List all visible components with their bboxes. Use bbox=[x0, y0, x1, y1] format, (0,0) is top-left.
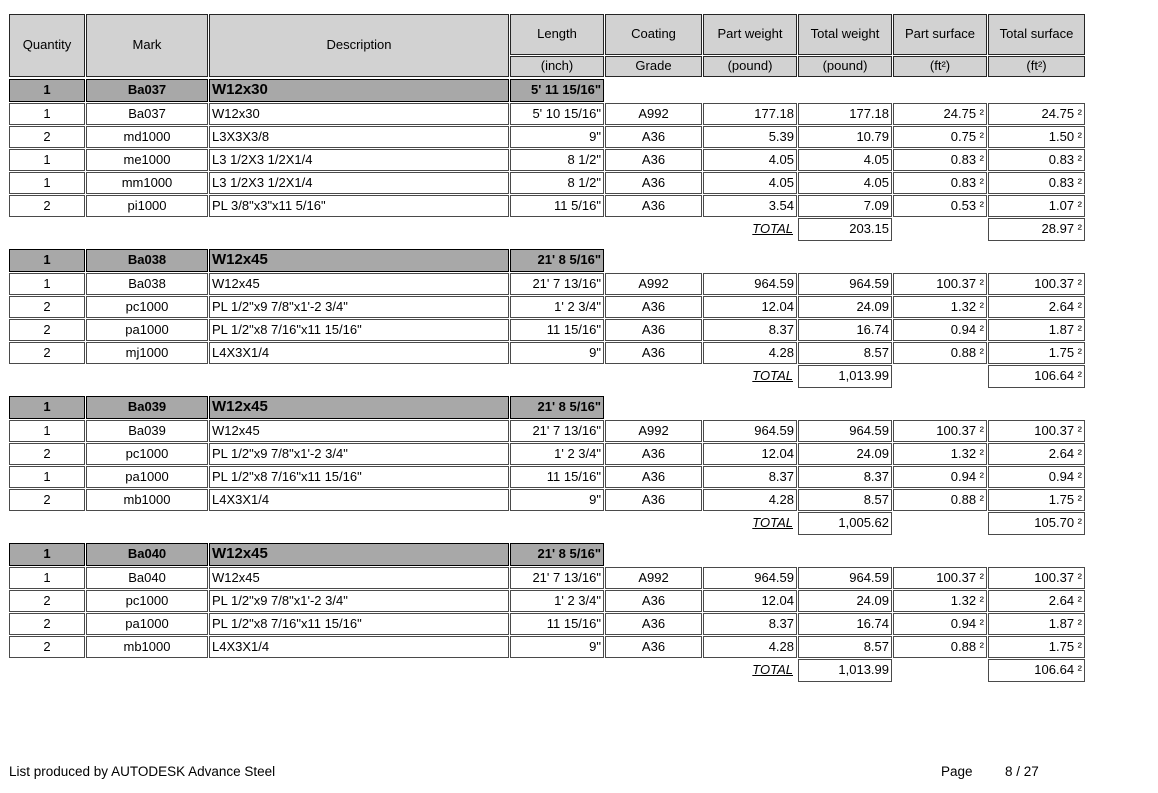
total-empty-cell bbox=[209, 659, 509, 682]
total-empty-cell bbox=[605, 218, 702, 241]
cell-description: PL 1/2"x8 7/16"x11 15/16" bbox=[209, 466, 509, 488]
group-quantity: 1 bbox=[9, 249, 85, 272]
cell-total-weight: 16.74 bbox=[798, 319, 892, 341]
cell-total-surface: 2.64 ² bbox=[988, 590, 1085, 612]
cell-total-surface: 1.87 ² bbox=[988, 319, 1085, 341]
group-header-row bbox=[9, 249, 1085, 272]
cell-part-surface: 100.37 ² bbox=[893, 420, 987, 442]
cell-quantity: 2 bbox=[9, 342, 85, 364]
cell-total-surface: 1.75 ² bbox=[988, 342, 1085, 364]
total-empty-cell bbox=[605, 365, 702, 388]
page-label: Page bbox=[941, 764, 973, 779]
cell-total-weight: 10.79 bbox=[798, 126, 892, 148]
group-description: W12x45 bbox=[209, 396, 509, 419]
header-mark: Mark bbox=[86, 14, 208, 77]
total-row bbox=[9, 659, 1085, 682]
group-table-Ba039 bbox=[8, 395, 1086, 536]
cell-description: W12x30 bbox=[209, 103, 509, 125]
group-quantity: 1 bbox=[9, 396, 85, 419]
part-row bbox=[9, 636, 1085, 658]
part-row bbox=[9, 420, 1085, 442]
cell-total-weight: 8.37 bbox=[798, 466, 892, 488]
total-empty-cell bbox=[605, 512, 702, 535]
cell-mark: pi1000 bbox=[86, 195, 208, 217]
unit-length: (inch) bbox=[510, 56, 604, 77]
group-header-empty-cell bbox=[798, 79, 892, 102]
cell-length: 8 1/2" bbox=[510, 149, 604, 171]
cell-description: PL 1/2"x9 7/8"x1'-2 3/4" bbox=[209, 443, 509, 465]
cell-description: L3 1/2X3 1/2X1/4 bbox=[209, 149, 509, 171]
cell-part-weight: 4.05 bbox=[703, 149, 797, 171]
group-header-empty-cell bbox=[893, 249, 987, 272]
total-row bbox=[9, 512, 1085, 535]
group-header-row bbox=[9, 543, 1085, 566]
total-weight-value: 203.15 bbox=[798, 218, 892, 241]
group-header-empty-cell bbox=[893, 79, 987, 102]
cell-mark: mb1000 bbox=[86, 636, 208, 658]
total-label: TOTAL bbox=[752, 368, 793, 384]
cell-part-surface: 0.88 ² bbox=[893, 342, 987, 364]
part-row bbox=[9, 443, 1085, 465]
group-header-empty-cell bbox=[605, 79, 702, 102]
total-surface-value: 106.64 ² bbox=[988, 365, 1085, 388]
total-empty-cell bbox=[510, 365, 604, 388]
header-quantity: Quantity bbox=[9, 14, 85, 77]
group-description: W12x30 bbox=[209, 79, 509, 102]
total-label: TOTAL bbox=[752, 221, 793, 237]
cell-quantity: 2 bbox=[9, 319, 85, 341]
total-label: TOTAL bbox=[752, 515, 793, 531]
cell-coating: A992 bbox=[605, 420, 702, 442]
cell-quantity: 2 bbox=[9, 613, 85, 635]
group-length: 21' 8 5/16" bbox=[510, 396, 604, 419]
part-row bbox=[9, 103, 1085, 125]
cell-description: PL 1/2"x8 7/16"x11 15/16" bbox=[209, 319, 509, 341]
header-description: Description bbox=[209, 14, 509, 77]
group-mark: Ba038 bbox=[86, 249, 208, 272]
cell-coating: A992 bbox=[605, 103, 702, 125]
cell-quantity: 2 bbox=[9, 590, 85, 612]
cell-part-surface: 100.37 ² bbox=[893, 567, 987, 589]
part-row bbox=[9, 149, 1085, 171]
cell-total-weight: 16.74 bbox=[798, 613, 892, 635]
page-number: 8 / 27 bbox=[1005, 764, 1039, 779]
cell-description: PL 1/2"x8 7/16"x11 15/16" bbox=[209, 613, 509, 635]
header-part-surface: Part surface bbox=[893, 14, 987, 55]
cell-quantity: 2 bbox=[9, 195, 85, 217]
cell-coating: A36 bbox=[605, 195, 702, 217]
cell-coating: A36 bbox=[605, 590, 702, 612]
cell-coating: A992 bbox=[605, 567, 702, 589]
part-row bbox=[9, 567, 1085, 589]
cell-quantity: 1 bbox=[9, 567, 85, 589]
cell-total-surface: 1.50 ² bbox=[988, 126, 1085, 148]
cell-description: PL 1/2"x9 7/8"x1'-2 3/4" bbox=[209, 296, 509, 318]
cell-coating: A36 bbox=[605, 319, 702, 341]
cell-part-weight: 964.59 bbox=[703, 567, 797, 589]
cell-part-surface: 0.94 ² bbox=[893, 319, 987, 341]
group-length: 5' 11 15/16" bbox=[510, 79, 604, 102]
cell-coating: A36 bbox=[605, 342, 702, 364]
cell-total-weight: 964.59 bbox=[798, 420, 892, 442]
total-weight-value: 1,013.99 bbox=[798, 365, 892, 388]
cell-total-weight: 4.05 bbox=[798, 172, 892, 194]
cell-quantity: 2 bbox=[9, 489, 85, 511]
total-empty-cell bbox=[893, 365, 987, 388]
group-header-empty-cell bbox=[798, 396, 892, 419]
cell-mark: pa1000 bbox=[86, 613, 208, 635]
group-header-row bbox=[9, 396, 1085, 419]
part-row bbox=[9, 126, 1085, 148]
cell-coating: A36 bbox=[605, 172, 702, 194]
cell-part-weight: 12.04 bbox=[703, 296, 797, 318]
total-surface-value: 28.97 ² bbox=[988, 218, 1085, 241]
group-header-empty-cell bbox=[605, 249, 702, 272]
cell-length: 11 15/16" bbox=[510, 466, 604, 488]
part-row bbox=[9, 273, 1085, 295]
total-weight-value: 1,013.99 bbox=[798, 659, 892, 682]
part-row bbox=[9, 466, 1085, 488]
cell-total-weight: 24.09 bbox=[798, 443, 892, 465]
cell-coating: A36 bbox=[605, 126, 702, 148]
cell-mark: Ba040 bbox=[86, 567, 208, 589]
group-length: 21' 8 5/16" bbox=[510, 543, 604, 566]
cell-mark: Ba039 bbox=[86, 420, 208, 442]
cell-mark: Ba038 bbox=[86, 273, 208, 295]
group-header-empty-cell bbox=[798, 543, 892, 566]
unit-coating: Grade bbox=[605, 56, 702, 77]
cell-total-weight: 4.05 bbox=[798, 149, 892, 171]
cell-mark: me1000 bbox=[86, 149, 208, 171]
cell-total-weight: 964.59 bbox=[798, 567, 892, 589]
cell-coating: A36 bbox=[605, 149, 702, 171]
total-empty-cell bbox=[86, 218, 208, 241]
cell-part-weight: 964.59 bbox=[703, 273, 797, 295]
cell-quantity: 1 bbox=[9, 172, 85, 194]
group-description: W12x45 bbox=[209, 543, 509, 566]
cell-length: 11 5/16" bbox=[510, 195, 604, 217]
cell-part-surface: 1.32 ² bbox=[893, 443, 987, 465]
cell-coating: A36 bbox=[605, 466, 702, 488]
cell-mark: mb1000 bbox=[86, 489, 208, 511]
cell-quantity: 1 bbox=[9, 149, 85, 171]
group-header-empty-cell bbox=[893, 543, 987, 566]
cell-quantity: 2 bbox=[9, 636, 85, 658]
group-header-empty-cell bbox=[605, 543, 702, 566]
cell-description: L4X3X1/4 bbox=[209, 489, 509, 511]
total-empty-cell bbox=[86, 512, 208, 535]
group-header-empty-cell bbox=[703, 79, 797, 102]
cell-description: L4X3X1/4 bbox=[209, 342, 509, 364]
cell-total-surface: 2.64 ² bbox=[988, 443, 1085, 465]
group-header-row bbox=[9, 79, 1085, 102]
cell-quantity: 1 bbox=[9, 273, 85, 295]
unit-total-weight: (pound) bbox=[798, 56, 892, 77]
part-row bbox=[9, 613, 1085, 635]
group-quantity: 1 bbox=[9, 79, 85, 102]
cell-total-surface: 24.75 ² bbox=[988, 103, 1085, 125]
cell-length: 1' 2 3/4" bbox=[510, 590, 604, 612]
part-row bbox=[9, 172, 1085, 194]
part-row bbox=[9, 590, 1085, 612]
cell-length: 8 1/2" bbox=[510, 172, 604, 194]
cell-part-surface: 0.94 ² bbox=[893, 466, 987, 488]
cell-description: L3X3X3/8 bbox=[209, 126, 509, 148]
cell-total-surface: 1.07 ² bbox=[988, 195, 1085, 217]
part-row bbox=[9, 319, 1085, 341]
cell-length: 5' 10 15/16" bbox=[510, 103, 604, 125]
assembly-groups bbox=[8, 78, 1086, 683]
total-empty-cell bbox=[209, 218, 509, 241]
group-table-Ba038 bbox=[8, 248, 1086, 389]
cell-description: L4X3X1/4 bbox=[209, 636, 509, 658]
total-empty-cell bbox=[893, 218, 987, 241]
cell-part-weight: 177.18 bbox=[703, 103, 797, 125]
total-empty-cell bbox=[86, 659, 208, 682]
total-empty-cell bbox=[9, 659, 85, 682]
cell-part-surface: 0.83 ² bbox=[893, 149, 987, 171]
cell-mark: mj1000 bbox=[86, 342, 208, 364]
cell-part-weight: 964.59 bbox=[703, 420, 797, 442]
group-header-empty-cell bbox=[988, 79, 1085, 102]
total-empty-cell bbox=[510, 659, 604, 682]
cell-part-weight: 12.04 bbox=[703, 590, 797, 612]
total-weight-value: 1,005.62 bbox=[798, 512, 892, 535]
cell-total-surface: 100.37 ² bbox=[988, 420, 1085, 442]
cell-description: W12x45 bbox=[209, 273, 509, 295]
cell-length: 11 15/16" bbox=[510, 319, 604, 341]
cell-coating: A992 bbox=[605, 273, 702, 295]
cell-length: 1' 2 3/4" bbox=[510, 296, 604, 318]
cell-part-surface: 24.75 ² bbox=[893, 103, 987, 125]
cell-part-weight: 8.37 bbox=[703, 613, 797, 635]
cell-part-weight: 4.05 bbox=[703, 172, 797, 194]
cell-length: 11 15/16" bbox=[510, 613, 604, 635]
total-row bbox=[9, 218, 1085, 241]
cell-part-weight: 12.04 bbox=[703, 443, 797, 465]
cell-total-surface: 100.37 ² bbox=[988, 567, 1085, 589]
cell-total-weight: 8.57 bbox=[798, 489, 892, 511]
cell-length: 9" bbox=[510, 342, 604, 364]
cell-part-weight: 5.39 bbox=[703, 126, 797, 148]
header-coating: Coating bbox=[605, 14, 702, 55]
part-row bbox=[9, 489, 1085, 511]
cell-part-surface: 100.37 ² bbox=[893, 273, 987, 295]
cell-total-weight: 24.09 bbox=[798, 590, 892, 612]
cell-coating: A36 bbox=[605, 296, 702, 318]
bom-table-area bbox=[8, 13, 1086, 683]
total-empty-cell bbox=[605, 659, 702, 682]
total-empty-cell bbox=[510, 512, 604, 535]
group-header-empty-cell bbox=[988, 249, 1085, 272]
header-total-weight: Total weight bbox=[798, 14, 892, 55]
cell-part-surface: 0.75 ² bbox=[893, 126, 987, 148]
group-mark: Ba040 bbox=[86, 543, 208, 566]
total-empty-cell bbox=[9, 365, 85, 388]
cell-mark: pa1000 bbox=[86, 319, 208, 341]
cell-total-surface: 1.75 ² bbox=[988, 489, 1085, 511]
total-surface-value: 105.70 ² bbox=[988, 512, 1085, 535]
cell-part-weight: 4.28 bbox=[703, 636, 797, 658]
cell-quantity: 2 bbox=[9, 443, 85, 465]
cell-description: L3 1/2X3 1/2X1/4 bbox=[209, 172, 509, 194]
cell-length: 21' 7 13/16" bbox=[510, 567, 604, 589]
unit-total-surface: (ft²) bbox=[988, 56, 1085, 77]
header-part-weight: Part weight bbox=[703, 14, 797, 55]
cell-total-surface: 1.87 ² bbox=[988, 613, 1085, 635]
group-table-Ba040 bbox=[8, 542, 1086, 683]
total-empty-cell bbox=[893, 659, 987, 682]
group-header-empty-cell bbox=[988, 543, 1085, 566]
column-header-table bbox=[8, 13, 1086, 78]
header-length: Length bbox=[510, 14, 604, 55]
cell-total-surface: 0.94 ² bbox=[988, 466, 1085, 488]
cell-part-weight: 4.28 bbox=[703, 489, 797, 511]
total-empty-cell bbox=[209, 512, 509, 535]
unit-part-weight: (pound) bbox=[703, 56, 797, 77]
group-header-empty-cell bbox=[798, 249, 892, 272]
total-empty-cell bbox=[209, 365, 509, 388]
part-row bbox=[9, 342, 1085, 364]
cell-quantity: 1 bbox=[9, 420, 85, 442]
cell-length: 9" bbox=[510, 636, 604, 658]
group-quantity: 1 bbox=[9, 543, 85, 566]
cell-total-weight: 8.57 bbox=[798, 636, 892, 658]
cell-mark: pc1000 bbox=[86, 443, 208, 465]
cell-part-surface: 0.53 ² bbox=[893, 195, 987, 217]
cell-mark: pa1000 bbox=[86, 466, 208, 488]
cell-quantity: 2 bbox=[9, 296, 85, 318]
cell-total-weight: 24.09 bbox=[798, 296, 892, 318]
total-empty-cell bbox=[9, 218, 85, 241]
cell-quantity: 1 bbox=[9, 466, 85, 488]
cell-coating: A36 bbox=[605, 636, 702, 658]
group-header-empty-cell bbox=[703, 543, 797, 566]
group-header-empty-cell bbox=[988, 396, 1085, 419]
part-row bbox=[9, 195, 1085, 217]
cell-part-weight: 8.37 bbox=[703, 319, 797, 341]
cell-coating: A36 bbox=[605, 489, 702, 511]
cell-mark: mm1000 bbox=[86, 172, 208, 194]
cell-description: PL 1/2"x9 7/8"x1'-2 3/4" bbox=[209, 590, 509, 612]
cell-mark: pc1000 bbox=[86, 590, 208, 612]
cell-length: 21' 7 13/16" bbox=[510, 420, 604, 442]
cell-length: 9" bbox=[510, 126, 604, 148]
cell-total-surface: 100.37 ² bbox=[988, 273, 1085, 295]
cell-description: W12x45 bbox=[209, 420, 509, 442]
group-header-empty-cell bbox=[703, 396, 797, 419]
part-row bbox=[9, 296, 1085, 318]
group-header-empty-cell bbox=[703, 249, 797, 272]
cell-length: 21' 7 13/16" bbox=[510, 273, 604, 295]
cell-part-weight: 3.54 bbox=[703, 195, 797, 217]
cell-quantity: 2 bbox=[9, 126, 85, 148]
cell-part-surface: 0.83 ² bbox=[893, 172, 987, 194]
cell-part-weight: 4.28 bbox=[703, 342, 797, 364]
cell-part-surface: 1.32 ² bbox=[893, 590, 987, 612]
cell-mark: pc1000 bbox=[86, 296, 208, 318]
group-mark: Ba039 bbox=[86, 396, 208, 419]
cell-total-surface: 2.64 ² bbox=[988, 296, 1085, 318]
cell-description: W12x45 bbox=[209, 567, 509, 589]
cell-mark: Ba037 bbox=[86, 103, 208, 125]
total-surface-value: 106.64 ² bbox=[988, 659, 1085, 682]
group-length: 21' 8 5/16" bbox=[510, 249, 604, 272]
cell-total-surface: 0.83 ² bbox=[988, 172, 1085, 194]
cell-length: 9" bbox=[510, 489, 604, 511]
cell-total-surface: 1.75 ² bbox=[988, 636, 1085, 658]
cell-mark: md1000 bbox=[86, 126, 208, 148]
cell-coating: A36 bbox=[605, 443, 702, 465]
produced-by-text: List produced by AUTODESK Advance Steel bbox=[9, 764, 276, 779]
cell-part-weight: 8.37 bbox=[703, 466, 797, 488]
cell-total-weight: 964.59 bbox=[798, 273, 892, 295]
cell-coating: A36 bbox=[605, 613, 702, 635]
cell-part-surface: 0.88 ² bbox=[893, 636, 987, 658]
cell-part-surface: 1.32 ² bbox=[893, 296, 987, 318]
cell-length: 1' 2 3/4" bbox=[510, 443, 604, 465]
cell-total-weight: 7.09 bbox=[798, 195, 892, 217]
cell-total-weight: 177.18 bbox=[798, 103, 892, 125]
cell-total-surface: 0.83 ² bbox=[988, 149, 1085, 171]
cell-total-weight: 8.57 bbox=[798, 342, 892, 364]
total-empty-cell bbox=[893, 512, 987, 535]
total-empty-cell bbox=[9, 512, 85, 535]
group-header-empty-cell bbox=[893, 396, 987, 419]
group-description: W12x45 bbox=[209, 249, 509, 272]
cell-quantity: 1 bbox=[9, 103, 85, 125]
cell-part-surface: 0.94 ² bbox=[893, 613, 987, 635]
total-empty-cell bbox=[510, 218, 604, 241]
total-empty-cell bbox=[86, 365, 208, 388]
cell-description: PL 3/8"x3"x11 5/16" bbox=[209, 195, 509, 217]
total-row bbox=[9, 365, 1085, 388]
group-mark: Ba037 bbox=[86, 79, 208, 102]
group-header-empty-cell bbox=[605, 396, 702, 419]
header-total-surface: Total surface bbox=[988, 14, 1085, 55]
total-label: TOTAL bbox=[752, 662, 793, 678]
cell-part-surface: 0.88 ² bbox=[893, 489, 987, 511]
group-table-Ba037 bbox=[8, 78, 1086, 242]
unit-part-surface: (ft²) bbox=[893, 56, 987, 77]
